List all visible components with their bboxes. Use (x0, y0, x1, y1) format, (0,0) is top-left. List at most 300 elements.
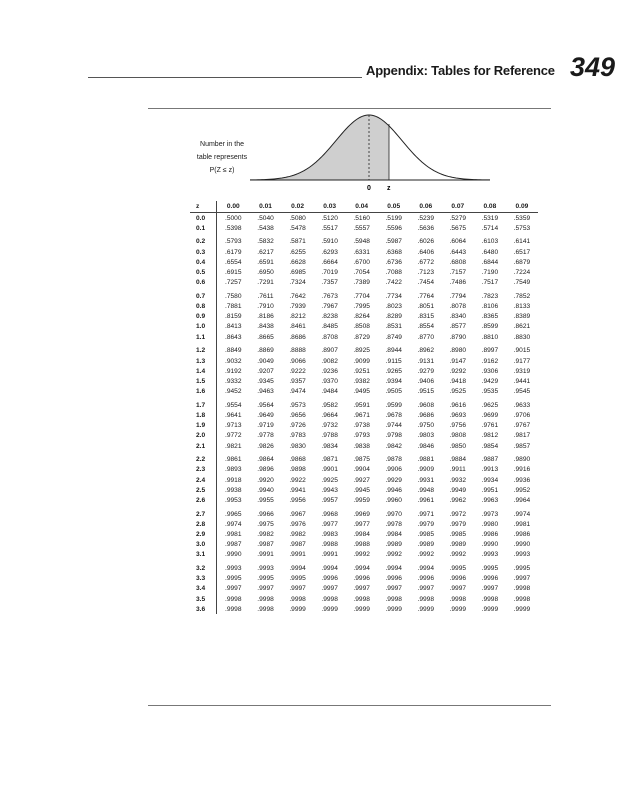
probability-cell: .9999 (321, 605, 338, 613)
probability-cell: .9974 (513, 510, 531, 518)
probability-cell: .9986 (481, 531, 499, 539)
probability-cell: .6480 (481, 248, 499, 256)
probability-cell: .5000 (225, 214, 242, 222)
probability-cell: .9808 (449, 432, 467, 440)
running-header-title: Appendix: Tables for Reference (366, 63, 555, 78)
table-row (190, 332, 538, 342)
z-value-cell: 2.7 (190, 506, 217, 520)
probability-cell: .7324 (289, 279, 306, 287)
probability-cell: .9932 (449, 476, 467, 484)
probability-cell: .8980 (449, 347, 467, 355)
probability-cell: .8621 (513, 323, 531, 331)
probability-cell: .9996 (321, 575, 338, 583)
probability-cell: .9997 (417, 585, 435, 593)
probability-cell: .9993 (225, 565, 242, 573)
probability-cell: .9998 (513, 595, 531, 603)
probability-cell: .6179 (225, 248, 242, 256)
probability-cell: .9821 (225, 442, 242, 450)
probability-cell: .9996 (417, 575, 435, 583)
table-row (190, 387, 538, 397)
probability-cell: .9998 (481, 595, 499, 603)
z-value-cell: 1.4 (190, 366, 217, 376)
probability-cell: .9998 (385, 595, 402, 603)
table-header-row (190, 201, 538, 213)
column-header: 0.01 (250, 201, 282, 213)
probability-cell: .9131 (417, 357, 435, 365)
probability-cell: .9927 (353, 476, 370, 484)
probability-cell: .9616 (449, 401, 467, 409)
probability-cell: .9952 (513, 486, 531, 494)
probability-cell: .8212 (289, 313, 306, 321)
table-row (190, 233, 538, 247)
probability-cell: .9713 (225, 422, 242, 430)
table-row (190, 223, 538, 233)
z-value-cell: 0.4 (190, 257, 217, 267)
table-row (190, 376, 538, 386)
probability-cell: .9983 (321, 531, 338, 539)
probability-cell: .9946 (385, 486, 402, 494)
probability-cell: .9599 (385, 401, 402, 409)
probability-cell: .7967 (321, 303, 338, 311)
table-row (190, 278, 538, 288)
probability-cell: .7734 (385, 292, 402, 300)
probability-cell: .8051 (417, 303, 435, 311)
probability-cell: .9948 (417, 486, 435, 494)
probability-cell: .8365 (481, 313, 499, 321)
probability-cell: .9997 (449, 585, 467, 593)
probability-cell: .9996 (449, 575, 467, 583)
probability-cell: .9162 (481, 357, 499, 365)
probability-cell: .9474 (289, 388, 306, 396)
probability-cell: .9997 (257, 585, 274, 593)
probability-cell: .9750 (417, 422, 435, 430)
probability-cell: .8531 (385, 323, 402, 331)
probability-cell: .9968 (321, 510, 338, 518)
probability-cell: .9505 (385, 388, 402, 396)
table-row (190, 584, 538, 594)
probability-cell: .8729 (353, 333, 370, 341)
probability-cell: .9319 (513, 367, 531, 375)
probability-cell: .8665 (257, 333, 274, 341)
probability-cell: .7291 (257, 279, 274, 287)
probability-cell: .9678 (385, 411, 402, 419)
probability-cell: .7454 (417, 279, 435, 287)
probability-cell: .7157 (449, 269, 467, 277)
z-value-cell: 2.8 (190, 519, 217, 529)
probability-cell: .9049 (257, 357, 274, 365)
probability-cell: .9671 (353, 411, 370, 419)
probability-cell: .5636 (417, 224, 435, 232)
table-row (190, 366, 538, 376)
z-value-cell: 1.2 (190, 342, 217, 356)
z-value-cell: 2.6 (190, 495, 217, 505)
probability-cell: .9817 (513, 432, 531, 440)
probability-cell: .8749 (385, 333, 402, 341)
probability-cell: .9699 (481, 411, 499, 419)
z-value-cell: 3.4 (190, 584, 217, 594)
probability-cell: .9998 (289, 595, 306, 603)
probability-cell: .9988 (353, 541, 370, 549)
probability-cell: .9965 (225, 510, 242, 518)
probability-cell: .9980 (481, 520, 499, 528)
probability-cell: .8686 (289, 333, 306, 341)
table-row (190, 247, 538, 257)
probability-cell: .9761 (481, 422, 499, 430)
probability-cell: .8790 (449, 333, 467, 341)
z-value-cell: 1.0 (190, 322, 217, 332)
probability-cell: .9756 (449, 422, 467, 430)
probability-cell: .9995 (289, 575, 306, 583)
table-row (190, 574, 538, 584)
probability-cell: .9997 (289, 585, 306, 593)
probability-cell: .9987 (257, 541, 274, 549)
probability-cell: .5319 (481, 214, 499, 222)
shaded-area (250, 115, 389, 180)
probability-cell: .9906 (385, 466, 402, 474)
probability-cell: .9999 (353, 605, 370, 613)
probability-cell: .9783 (289, 432, 306, 440)
probability-cell: .7224 (513, 269, 531, 277)
z-value-cell: 0.2 (190, 233, 217, 247)
probability-cell: .9999 (417, 605, 435, 613)
probability-cell: .7995 (353, 303, 370, 311)
probability-cell: .9991 (257, 551, 274, 559)
probability-cell: .9998 (257, 595, 274, 603)
probability-cell: .9953 (225, 496, 242, 504)
probability-cell: .9998 (225, 605, 242, 613)
probability-cell: .9925 (321, 476, 338, 484)
probability-cell: .9441 (513, 377, 531, 385)
probability-cell: .9177 (513, 357, 531, 365)
probability-cell: .9955 (257, 496, 274, 504)
probability-cell: .8340 (449, 313, 467, 321)
column-header-z: z (190, 201, 217, 213)
probability-cell: .9956 (289, 496, 306, 504)
probability-cell: .9207 (257, 367, 274, 375)
probability-cell: .9949 (449, 486, 467, 494)
probability-cell: .5714 (481, 224, 499, 232)
z-value-cell: 0.1 (190, 223, 217, 233)
table-row (190, 550, 538, 560)
probability-cell: .9767 (513, 422, 531, 430)
probability-cell: .6950 (257, 269, 274, 277)
probability-cell: .9951 (481, 486, 499, 494)
table-row (190, 257, 538, 267)
probability-cell: .8289 (385, 313, 402, 321)
probability-cell: .9996 (353, 575, 370, 583)
probability-cell: .9970 (385, 510, 402, 518)
probability-cell: .9940 (257, 486, 274, 494)
probability-cell: .5832 (257, 238, 274, 246)
probability-cell: .9875 (353, 456, 370, 464)
probability-cell: .9803 (417, 432, 435, 440)
probability-cell: .5199 (385, 214, 402, 222)
probability-cell: .9972 (449, 510, 467, 518)
probability-cell: .8643 (225, 333, 242, 341)
probability-cell: .7019 (321, 269, 338, 277)
probability-cell: .9535 (481, 388, 499, 396)
probability-cell: .6985 (289, 269, 306, 277)
probability-cell: .9706 (513, 411, 531, 419)
probability-cell: .9963 (481, 496, 499, 504)
probability-cell: .9772 (225, 432, 242, 440)
probability-cell: .9981 (513, 520, 531, 528)
probability-cell: .9999 (289, 605, 306, 613)
probability-cell: .5517 (321, 224, 338, 232)
probability-cell: .8133 (513, 303, 531, 311)
table-row (190, 267, 538, 277)
probability-cell: .9429 (481, 377, 499, 385)
probability-cell: .9993 (513, 551, 531, 559)
probability-cell: .9982 (257, 531, 274, 539)
probability-cell: .9015 (513, 347, 531, 355)
table-row (190, 560, 538, 574)
probability-cell: .9909 (417, 466, 435, 474)
probability-cell: .9332 (225, 377, 242, 385)
probability-cell: .9995 (449, 565, 467, 573)
probability-cell: .9608 (417, 401, 435, 409)
probability-cell: .9999 (481, 605, 499, 613)
probability-cell: .8264 (353, 313, 370, 321)
probability-cell: .8708 (321, 333, 338, 341)
probability-cell: .6915 (225, 269, 242, 277)
table-row (190, 431, 538, 441)
probability-cell: .9778 (257, 432, 274, 440)
probability-cell: .7611 (257, 292, 274, 300)
column-header: 0.04 (346, 201, 378, 213)
table-row (190, 397, 538, 411)
probability-cell: .9979 (449, 520, 467, 528)
table-row (190, 441, 538, 451)
page-number: 349 (570, 52, 616, 82)
probability-cell: .9893 (225, 466, 242, 474)
probability-cell: .6331 (353, 248, 370, 256)
z-value-cell: 1.1 (190, 332, 217, 342)
probability-cell: .9997 (225, 585, 242, 593)
probability-cell: .9850 (449, 442, 467, 450)
probability-cell: .9986 (513, 531, 531, 539)
probability-cell: .9995 (481, 565, 499, 573)
probability-cell: .7673 (321, 292, 338, 300)
z-value-cell: 1.5 (190, 376, 217, 386)
table-row (190, 475, 538, 485)
probability-cell: .9793 (353, 432, 370, 440)
column-header: 0.02 (282, 201, 314, 213)
caption-line: table represents (196, 154, 248, 161)
probability-cell: .6772 (417, 258, 435, 266)
probability-cell: .8869 (257, 347, 274, 355)
probability-cell: .9973 (481, 510, 499, 518)
z-value-cell: 3.1 (190, 550, 217, 560)
probability-cell: .9452 (225, 388, 242, 396)
probability-cell: .9929 (385, 476, 402, 484)
probability-cell: .9236 (321, 367, 338, 375)
column-header: 0.00 (217, 201, 250, 213)
probability-cell: .9884 (449, 456, 467, 464)
probability-cell: .9996 (385, 575, 402, 583)
probability-cell: .9993 (257, 565, 274, 573)
probability-cell: .9995 (225, 575, 242, 583)
table-row (190, 421, 538, 431)
probability-cell: .7939 (289, 303, 306, 311)
normal-curve-figure (250, 110, 490, 194)
probability-cell: .9515 (417, 388, 435, 396)
z-value-cell: 0.6 (190, 278, 217, 288)
z-value-cell: 1.6 (190, 387, 217, 397)
probability-cell: .7823 (481, 292, 499, 300)
z-value-cell: 3.3 (190, 574, 217, 584)
probability-cell: .8186 (257, 313, 274, 321)
probability-cell: .9582 (321, 401, 338, 409)
probability-cell: .9966 (257, 510, 274, 518)
probability-cell: .9990 (481, 541, 499, 549)
probability-cell: .6443 (449, 248, 467, 256)
probability-cell: .9992 (353, 551, 370, 559)
probability-cell: .7794 (449, 292, 467, 300)
table-row (190, 213, 538, 224)
z-value-cell: 0.5 (190, 267, 217, 277)
probability-cell: .9997 (481, 585, 499, 593)
probability-cell: .9798 (385, 432, 402, 440)
probability-cell: .6736 (385, 258, 402, 266)
probability-cell: .9938 (225, 486, 242, 494)
probability-cell: .9920 (257, 476, 274, 484)
probability-cell: .5438 (257, 224, 274, 232)
table-row (190, 540, 538, 550)
probability-cell: .9993 (481, 551, 499, 559)
z-value-cell: 0.0 (190, 213, 217, 224)
probability-cell: .9994 (385, 565, 402, 573)
probability-cell: .9871 (321, 456, 338, 464)
probability-cell: .7642 (289, 292, 306, 300)
axis-label-zero: 0 (367, 185, 371, 192)
probability-cell: .9977 (353, 520, 370, 528)
probability-cell: .8888 (289, 347, 306, 355)
probability-cell: .9306 (481, 367, 499, 375)
probability-cell: .5793 (225, 238, 242, 246)
probability-cell: .9641 (225, 411, 242, 419)
probability-cell: .6517 (513, 248, 531, 256)
table-row (190, 322, 538, 332)
probability-cell: .9987 (289, 541, 306, 549)
probability-cell: .9997 (321, 585, 338, 593)
probability-cell: .9115 (385, 357, 402, 365)
probability-cell: .9967 (289, 510, 306, 518)
probability-cell: .9846 (417, 442, 435, 450)
probability-cell: .8389 (513, 313, 531, 321)
probability-cell: .7357 (321, 279, 338, 287)
probability-cell: .8438 (257, 323, 274, 331)
probability-cell: .9916 (513, 466, 531, 474)
column-header: 0.09 (506, 201, 538, 213)
probability-cell: .6844 (481, 258, 499, 266)
probability-cell: .5871 (289, 238, 306, 246)
probability-cell: .9864 (257, 456, 274, 464)
probability-cell: .5239 (417, 214, 435, 222)
probability-cell: .9987 (225, 541, 242, 549)
probability-cell: .9881 (417, 456, 435, 464)
probability-cell: .9961 (417, 496, 435, 504)
probability-cell: .9842 (385, 442, 402, 450)
probability-cell: .9934 (481, 476, 499, 484)
probability-cell: .8830 (513, 333, 531, 341)
z-value-cell: 2.3 (190, 465, 217, 475)
probability-cell: .8599 (481, 323, 499, 331)
probability-cell: .9082 (321, 357, 338, 365)
probability-cell: .9974 (225, 520, 242, 528)
probability-cell: .9868 (289, 456, 306, 464)
probability-cell: .9998 (449, 595, 467, 603)
probability-cell: .7764 (417, 292, 435, 300)
probability-cell: .7704 (353, 292, 370, 300)
probability-cell: .8849 (225, 347, 242, 355)
probability-cell: .9830 (289, 442, 306, 450)
probability-cell: .9726 (289, 422, 306, 430)
probability-cell: .6591 (257, 258, 274, 266)
probability-cell: .9861 (225, 456, 242, 464)
probability-cell: .5987 (385, 238, 402, 246)
probability-cell: .8997 (481, 347, 499, 355)
z-value-cell: 3.0 (190, 540, 217, 550)
probability-cell: .9971 (417, 510, 435, 518)
probability-cell: .5120 (321, 214, 338, 222)
probability-cell: .9279 (417, 367, 435, 375)
probability-cell: .9992 (417, 551, 435, 559)
probability-cell: .7257 (225, 279, 242, 287)
probability-cell: .6628 (289, 258, 306, 266)
probability-cell: .5910 (321, 238, 338, 246)
table-row (190, 485, 538, 495)
probability-cell: .9406 (417, 377, 435, 385)
probability-cell: .9999 (385, 605, 402, 613)
z-value-cell: 2.4 (190, 475, 217, 485)
z-value-cell: 2.9 (190, 529, 217, 539)
probability-cell: .7910 (257, 303, 274, 311)
table-row (190, 288, 538, 302)
bottom-rule (148, 705, 551, 706)
probability-cell: .8577 (449, 323, 467, 331)
probability-cell: .9591 (353, 401, 370, 409)
probability-cell: .9959 (353, 496, 370, 504)
probability-cell: .9649 (257, 411, 274, 419)
probability-cell: .9999 (513, 605, 531, 613)
probability-cell: .6217 (257, 248, 274, 256)
probability-cell: .9994 (417, 565, 435, 573)
probability-cell: .9964 (513, 496, 531, 504)
probability-cell: .9922 (289, 476, 306, 484)
column-header: 0.08 (474, 201, 506, 213)
probability-cell: .8023 (385, 303, 402, 311)
probability-cell: .9686 (417, 411, 435, 419)
probability-cell: .9857 (513, 442, 531, 450)
probability-cell: .9999 (449, 605, 467, 613)
probability-cell: .9525 (449, 388, 467, 396)
table-row (190, 604, 538, 614)
probability-cell: .9357 (289, 377, 306, 385)
z-value-cell: 3.5 (190, 594, 217, 604)
probability-cell: .9732 (321, 422, 338, 430)
table-row (190, 519, 538, 529)
probability-cell: .9911 (449, 466, 466, 474)
probability-cell: .9887 (481, 456, 499, 464)
probability-cell: .7123 (417, 269, 435, 277)
table-row (190, 594, 538, 604)
probability-cell: .9901 (321, 466, 338, 474)
probability-cell: .8810 (481, 333, 499, 341)
probability-cell: .9625 (481, 401, 499, 409)
probability-cell: .9989 (385, 541, 402, 549)
probability-cell: .9394 (385, 377, 402, 385)
